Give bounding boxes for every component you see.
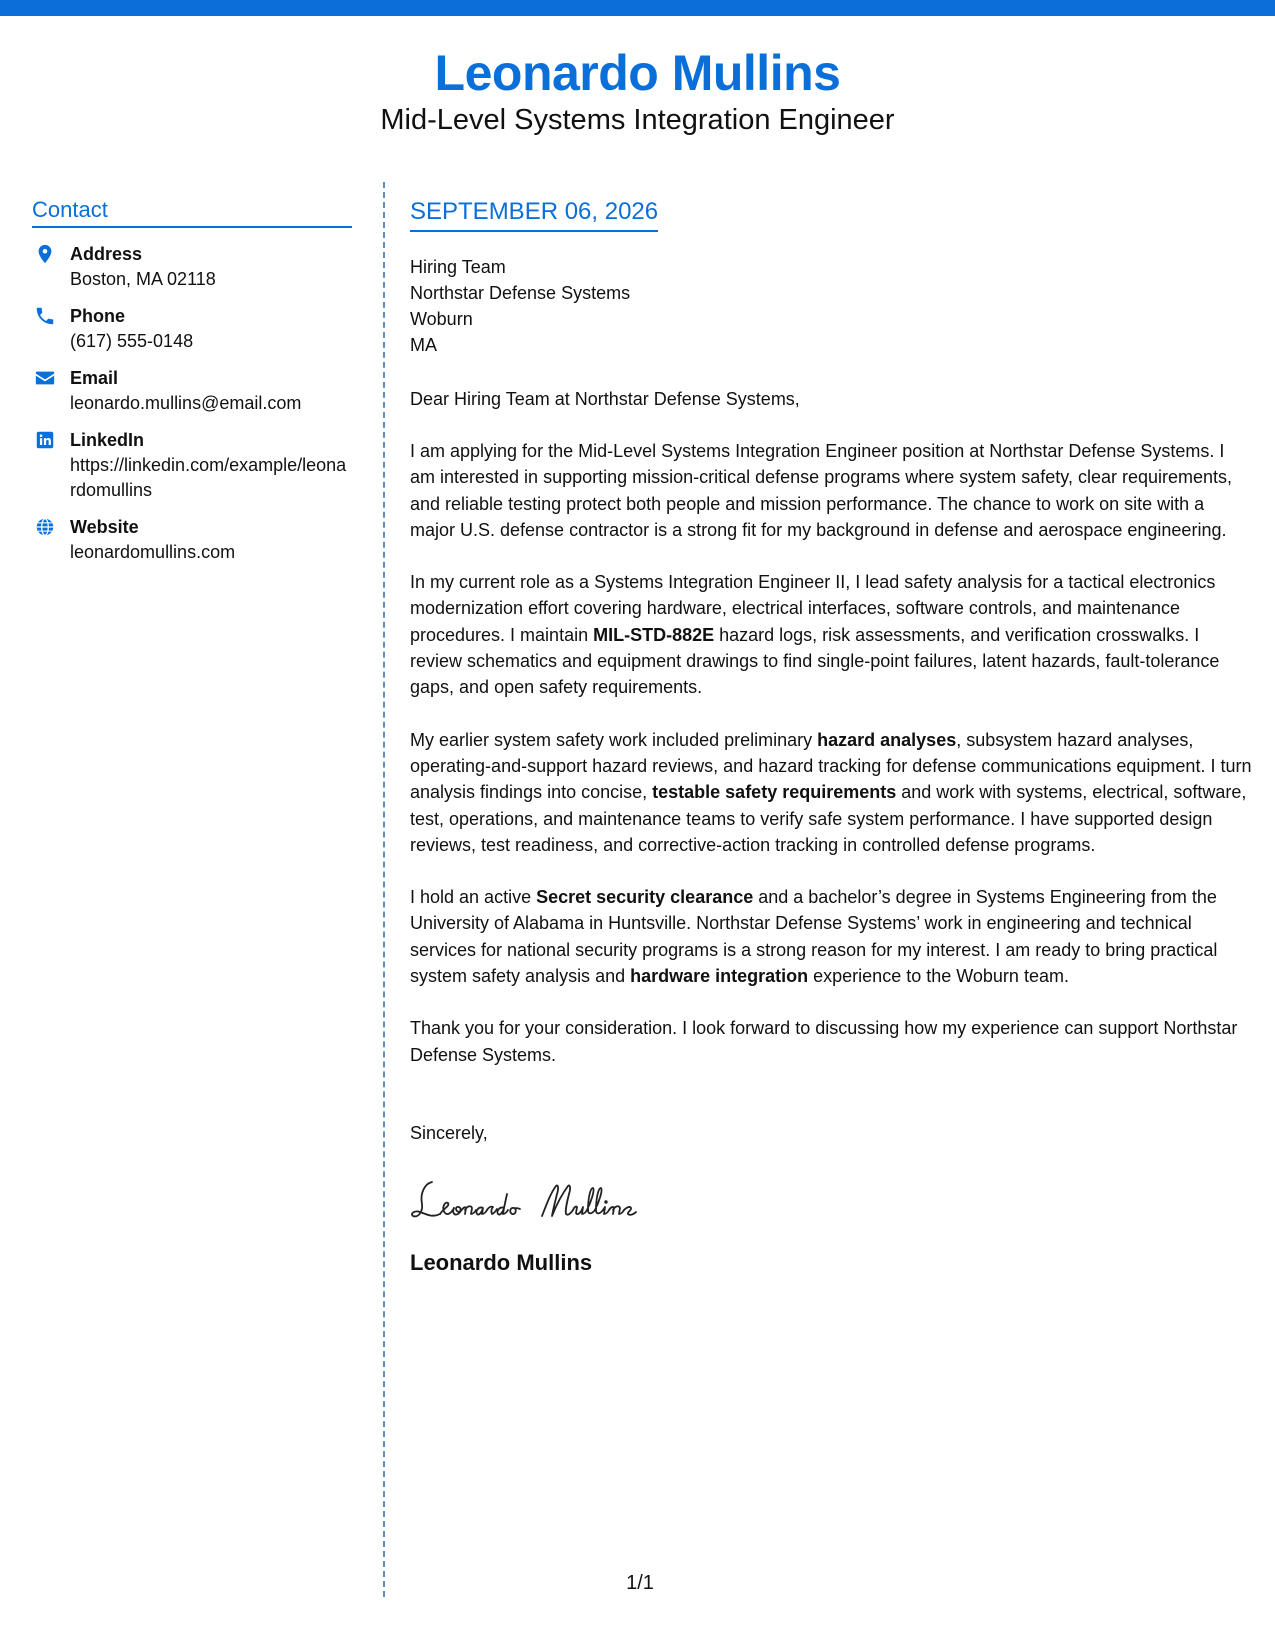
closing: Sincerely, [410, 1122, 488, 1143]
contact-heading: Contact [32, 196, 352, 228]
paragraph-credentials: I hold an active Secret security clearance and a bachelor’s degree in Systems Engineering from the University of Alabama in Huntsville. Northstar Defense Systems’ work in engineering and technical services for national security programs is a strong reason for my interest. I am ready to bring practical system safety analysis and hardware integration experience to the Woburn team. [410, 887, 1218, 987]
contact-value: leonardomullins.com [70, 542, 236, 562]
contact-label: Phone [70, 306, 126, 326]
contact-value: (617) 555-0148 [70, 331, 194, 351]
greeting: Dear Hiring Team at Northstar Defense Systems, [410, 389, 800, 409]
contact-address [32, 242, 352, 292]
contact-email [32, 366, 352, 416]
contact-label: LinkedIn [70, 430, 145, 450]
location-pin-icon [34, 243, 56, 265]
contact-phone [32, 304, 352, 354]
contact-value: leonardo.mullins@email.com [70, 393, 302, 413]
contact-linkedin [32, 428, 352, 503]
paragraph-current-role: In my current role as a Systems Integration Engineer II, I lead safety analysis for a tactical electronics modernization effort covering hardware, electrical interfaces, software controls, and maintenance procedures. I maintain MIL-STD-882E hazard logs, risk assessments, and verification crosswalks. I review schematics and equipment drawings to find single-point failures, latent hazards, fault-tolerance gaps, and open safety requirements. [410, 572, 1220, 698]
column-divider [383, 182, 385, 1597]
contact-value: https://linkedin.com/example/leonardomullins [70, 455, 347, 500]
envelope-icon [34, 367, 56, 389]
contact-list [32, 242, 352, 565]
bold-keyword: MIL-STD-882E [593, 624, 715, 645]
phone-icon [34, 305, 56, 327]
recipient-line: Northstar Defense Systems [410, 283, 631, 303]
paragraph-thanks: Thank you for your consideration. I look forward to discussing how my experience can support Northstar Defense Systems. [410, 1018, 1238, 1065]
bold-keyword: hazard analyses [817, 729, 957, 750]
recipient-line: Woburn [410, 309, 473, 329]
linkedin-icon [34, 429, 56, 451]
applicant-name: Leonardo Mullins [434, 45, 841, 101]
letter-body [410, 196, 1252, 1277]
contact-sidebar [32, 196, 352, 577]
contact-label: Address [70, 244, 143, 264]
contact-label: Website [70, 517, 139, 537]
letter-date: SEPTEMBER 06, 2026 [410, 196, 658, 232]
bold-keyword: Secret security clearance [536, 887, 754, 908]
bold-keyword: hardware integration [630, 966, 809, 987]
paragraph-intro: I am applying for the Mid-Level Systems Integration Engineer position at Northstar Defense Systems. I am interested in supporting mission-critical defense programs where system safety, clear requirements, and reliable testing protect both people and mission performance. The chance to work on site with a major U.S. defense contractor is a strong fit for my background in defense and aerospace engineering. [410, 441, 1233, 540]
recipient-line: MA [410, 335, 437, 355]
contact-website [32, 515, 352, 565]
signed-name: Leonardo Mullins [410, 1249, 593, 1275]
recipient-line: Hiring Team [410, 257, 506, 277]
contact-value: Boston, MA 02118 [70, 269, 216, 289]
recipient-block [410, 254, 1252, 358]
page-number: 1/1 [626, 1572, 654, 1594]
bold-keyword: testable safety requirements [652, 782, 897, 803]
header [0, 42, 1275, 138]
contact-label: Email [70, 368, 119, 388]
top-accent-bar [0, 0, 1275, 16]
paragraph-earlier-work: My earlier system safety work included preliminary hazard analyses, subsystem hazard analyses, operating-and-support hazard reviews, and hazard tracking for defense communications equipment. I turn analysis findings into concise, testable safety requirements and work with systems, electrical, software, test, operations, and maintenance teams to verify safe system performance. I have supported design reviews, test readiness, and corrective-action tracking in controlled defense programs. [410, 729, 1252, 855]
job-title: Mid-Level Systems Integration Engineer [380, 104, 895, 136]
handwritten-signature [410, 1176, 680, 1224]
globe-icon [34, 516, 56, 538]
